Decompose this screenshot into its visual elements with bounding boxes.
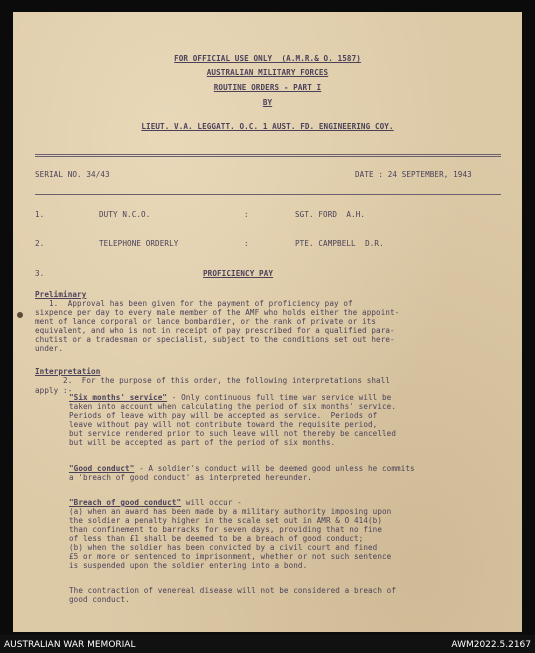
org-title: AUSTRALIAN MILITARY FORCES [206,68,329,77]
punch-hole [17,312,23,318]
duty-number: 1. [35,210,45,219]
paragraph-line: but will be accepted as part of the period of six months. [69,438,336,447]
divider [35,154,501,155]
orders-title: ROUTINE ORDERS - PART I [213,83,322,92]
paragraph-line: equivalent, and who is not in receipt of pay prescribed for a qualified para- [35,326,395,335]
duty-separator: : [244,210,249,219]
paragraph-line: chutist or a tradesman or specialist, subject to the conditions set out here- [35,335,395,344]
item-number: 3. [35,269,45,278]
paragraph-line: 1. Approval has been given for the payment of proficiency pay of [35,299,353,308]
paragraph-line: (b) when the soldier has been convicted by a civil court and fined [69,543,378,552]
serial-number: SERIAL NO. 34/43 [35,170,110,179]
archive-footer [0,635,535,653]
duty-separator: : [244,239,249,248]
paragraph-line: Periods of leave with pay will be accepted as service. Periods of [69,411,378,420]
paragraph-line: a 'breach of good conduct' as interpreted hereunder. [69,473,312,482]
duty-name: PTE. CAMPBELL D.R. [295,239,384,248]
paragraph-line: apply :- [35,386,73,395]
definition-line: "Six months' service" - Only continuous full time war service will be [69,393,392,402]
archive-name: AUSTRALIAN WAR MEMORIAL [4,640,136,650]
classification-line: FOR OFFICIAL USE ONLY (A.M.R.& O. 1587) [174,54,361,63]
by-line: BY [262,98,273,107]
paragraph-line: good conduct. [69,595,130,604]
commander-line: LIEUT. V.A. LEGGATT. O.C. 1 AUST. FD. ENGINEERING COY. [141,122,394,131]
order-date: DATE : 24 SEPTEMBER, 1943 [355,170,472,179]
paragraph-line: under. [35,344,64,353]
duty-name: SGT. FORD A.H. [295,210,366,219]
definition-line: "Breach of good conduct" will occur - [69,498,242,507]
duty-title: TELEPHONE ORDERLY [99,239,179,248]
duty-number: 2. [35,239,45,248]
section-heading: Interpretation [35,367,101,376]
paragraph-line: leave without pay will not contribute toward the requisite period, [69,420,378,429]
definition-term: "Breach of good conduct" [69,498,182,507]
definition-line: "Good conduct" - A soldier's conduct will be deemed good unless he commits [69,464,415,473]
divider [35,156,501,157]
section-heading: Preliminary [35,290,87,299]
divider [35,194,501,195]
paragraph-line: than confinement to barracks for seven days, providing that no fine [69,525,383,534]
paragraph-line: taken into account when calculating the period of six months' service. [69,402,397,411]
item-title: PROFICIENCY PAY [203,269,274,278]
duty-title: DUTY N.C.O. [99,210,151,219]
definition-term: "Six months' service" [69,393,168,402]
definition-term: "Good conduct" [69,464,135,473]
paragraph-line: sixpence per day to every male member of the AMF who holds either the appoint- [35,308,400,317]
paragraph-line: 2. For the purpose of this order, the following interpretations shall [35,376,391,385]
document-page [13,12,522,632]
paragraph-line: but service rendered prior to such leave will not thereby be cancelled [69,429,397,438]
paragraph-line: is suspended upon the soldier entering into a bond. [69,561,308,570]
archive-reference: AWM2022.5.2167 [451,640,531,650]
paragraph-line: the soldier a penalty higher in the scale set out in AMR & O 414(b) [69,516,383,525]
paragraph-line: £5 or more or sentenced to imprisonment, whether or not such sentence [69,552,392,561]
paragraph-line: of less than £1 shall be deemed to be a breach of good conduct; [69,534,364,543]
paragraph-line: The contraction of venereal disease will not be considered a breach of [69,586,397,595]
paragraph-line: (a) when an award has been made by a military authority imposing upon [69,507,392,516]
paragraph-line: ment of lance corporal or lance bombardier, or the rank of private or its [35,317,377,326]
